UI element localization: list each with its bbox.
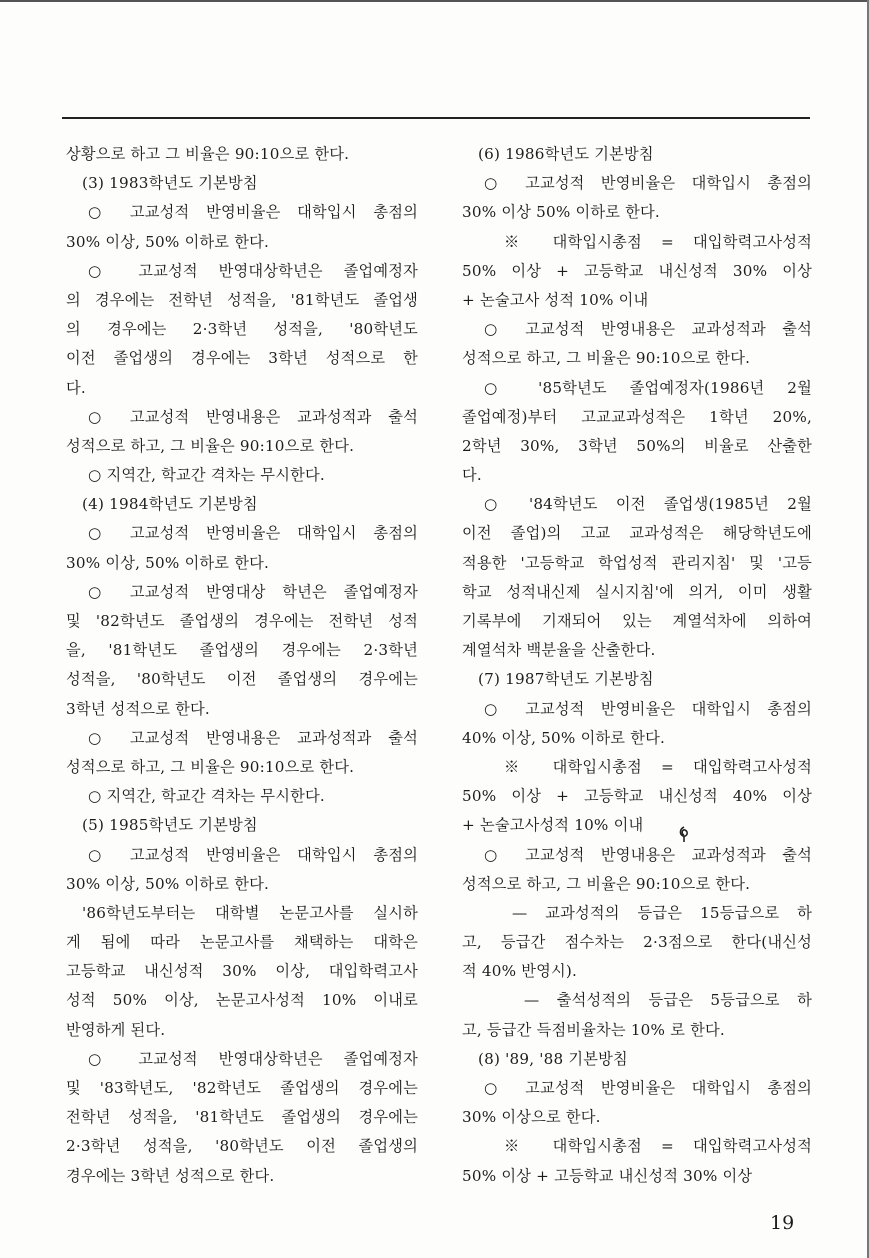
text-line: 성적으로 하고, 그 비율은 90:10으로 한다. <box>462 349 751 368</box>
text-line: 50% 이상 + 고등학교 내신성적 40% 이상 <box>462 787 812 806</box>
text-line: (3) 1983학년도 기본방침 <box>82 174 258 193</box>
text-line: ※ 대학입시총점 = 대입학력고사성적 <box>504 232 812 251</box>
text-line: 30% 이상, 50% 이하로 한다. <box>66 232 269 251</box>
text-line: 및 '82학년도 졸업생의 경우에는 전학년 성적 <box>66 612 418 630</box>
text-line: 성적으로 하고, 그 비율은 90:10으로 한다. <box>66 757 355 776</box>
text-line: — 출석성적의 등급은 5등급으로 하 <box>524 991 812 1010</box>
text-line: '86학년도부터는 대학별 논문고사를 실시하 <box>82 903 418 922</box>
text-line: 의 경우에는 2·3학년 성적을, '80학년도 <box>66 320 418 339</box>
text-line: 의 경우에는 전학년 성적을, '81학년도 졸업생 <box>66 290 418 309</box>
handwritten-mark <box>677 825 691 843</box>
text-line: ○ 고교성적 반영내용은 교과성적과 출석 <box>88 728 418 747</box>
text-line: 성적 50% 이상, 논문고사성적 10% 이내로 <box>66 991 418 1010</box>
text-line: ○ 고교성적 반영내용은 교과성적과 출석 <box>88 407 418 426</box>
text-line: 고, 등급간 득점비율차는 10% 로 한다. <box>462 1020 725 1039</box>
text-line: 계열석차 백분율을 산출한다. <box>462 641 656 660</box>
text-line: 50% 이상 + 고등학교 내신성적 30% 이상 <box>462 1166 753 1185</box>
text-line: ○ 고교성적 반영비율은 대학입시 총점의 <box>88 845 418 864</box>
text-line: 적용한 '고등학교 학업성적 관리지침' 및 '고등 <box>462 553 812 572</box>
text-line: ○ '84학년도 이전 졸업생(1985년 2월 <box>484 495 812 514</box>
text-line: 이전 졸업생의 경우에는 3학년 성적으로 한 <box>66 349 418 368</box>
text-line: ○ 지역간, 학교간 격차는 무시한다. <box>88 787 325 806</box>
text-line: ※ 대학입시총점 = 대입학력고사성적 <box>504 1137 812 1156</box>
text-line: 학교 성적내신제 실시지침'에 의거, 이미 생활 <box>462 582 812 601</box>
text-line: 고등학교 내신성적 30% 이상, 대입학력고사 <box>66 962 418 981</box>
text-line: 2학년 30%, 3학년 50%의 비율로 산출한 <box>462 436 812 455</box>
text-line: 2·3학년 성적을, '80학년도 이전 졸업생의 <box>66 1137 418 1156</box>
text-line: (6) 1986학년도 기본방침 <box>478 145 654 163</box>
text-line: ※ 대학입시총점 = 대입학력고사성적 <box>504 757 812 776</box>
text-line: 30% 이상 50% 이하로 한다. <box>462 203 660 222</box>
text-line: 및 '83학년도, '82학년도 졸업생의 경우에는 <box>66 1079 418 1097</box>
text-line: 50% 이상 + 고등학교 내신성적 30% 이상 <box>462 261 812 280</box>
text-line: (8) '89, '88 기본방침 <box>478 1049 628 1068</box>
text-line: 이전 졸업)의 고교 교과성적은 해당학년도에 <box>462 524 812 543</box>
text-line: 40% 이상, 50% 이하로 한다. <box>462 728 665 747</box>
text-line: (5) 1985학년도 기본방침 <box>82 816 258 835</box>
text-line: ○ '85학년도 졸업예정자(1986년 2월 <box>484 378 812 397</box>
text-line: ○ 고교성적 반영비율은 대학입시 총점의 <box>484 174 812 193</box>
text-line: 반영하게 된다. <box>66 1020 166 1039</box>
text-line: ○ 고교성적 반영대상학년은 졸업예정자 <box>88 1049 418 1068</box>
text-line: 적 40% 반영시). <box>462 962 578 981</box>
text-line: — 교과성적의 등급은 15등급으로 하 <box>512 903 812 922</box>
text-line: 전학년 성적을, '81학년도 졸업생의 경우에는 <box>66 1108 418 1127</box>
text-line: ○ 고교성적 반영비율은 대학입시 총점의 <box>484 1079 812 1097</box>
text-line: 기록부에 기재되어 있는 계열석차에 의하여 <box>462 612 812 630</box>
text-line: ○ 고교성적 반영비율은 대학입시 총점의 <box>88 524 418 543</box>
text-line: 30% 이상, 50% 이하로 한다. <box>66 553 269 572</box>
text-line: 졸업예정)부터 고교교과성적은 1학년 20%, <box>462 407 812 426</box>
text-line: ○ 고교성적 반영내용은 교과성적과 출석 <box>484 320 812 339</box>
text-line: 을, '81학년도 졸업생의 경우에는 2·3학년 <box>66 641 418 660</box>
text-line: ○ 고교성적 반영대상학년은 졸업예정자 <box>88 261 418 280</box>
text-line: 30% 이상으로 한다. <box>462 1108 601 1127</box>
text-line: 30% 이상, 50% 이하로 한다. <box>66 874 269 893</box>
page-top-edge <box>0 0 869 2</box>
left-text-column <box>66 140 418 1191</box>
text-line: ○ 고교성적 반영대상 학년은 졸업예정자 <box>88 582 418 601</box>
text-line: 다. <box>66 378 86 397</box>
text-line: 상황으로 하고 그 비율은 90:10으로 한다. <box>66 145 350 163</box>
right-text-column <box>462 140 812 1191</box>
page-number: 19 <box>770 1212 795 1234</box>
text-line: ○ 고교성적 반영비율은 대학입시 총점의 <box>88 203 418 222</box>
text-line: + 논술고사 성적 10% 이내 <box>462 290 649 309</box>
header-rule <box>62 117 810 119</box>
text-line: 게 됨에 따라 논문고사를 채택하는 대학은 <box>66 933 418 952</box>
text-line: 고, 등급간 점수차는 2·3점으로 한다(내신성 <box>462 933 812 952</box>
text-line: (4) 1984학년도 기본방침 <box>82 495 258 514</box>
text-line: 경우에는 3학년 성적으로 한다. <box>66 1166 275 1185</box>
text-line: 성적을, '80학년도 이전 졸업생의 경우에는 <box>66 670 418 689</box>
text-line: ○ 고교성적 반영내용은 교과성적과 출석 <box>484 845 812 864</box>
text-line: 성적으로 하고, 그 비율은 90:10으로 한다. <box>462 874 751 893</box>
text-line: 다. <box>462 466 482 485</box>
text-line: ○ 고교성적 반영비율은 대학입시 총점의 <box>484 699 812 718</box>
text-line: 3학년 성적으로 한다. <box>66 699 210 718</box>
text-line: 성적으로 하고, 그 비율은 90:10으로 한다. <box>66 436 355 455</box>
text-line: + 논술고사성적 10% 이내 <box>462 816 644 835</box>
text-line: ○ 지역간, 학교간 격차는 무시한다. <box>88 466 325 485</box>
text-line: (7) 1987학년도 기본방침 <box>478 670 654 689</box>
